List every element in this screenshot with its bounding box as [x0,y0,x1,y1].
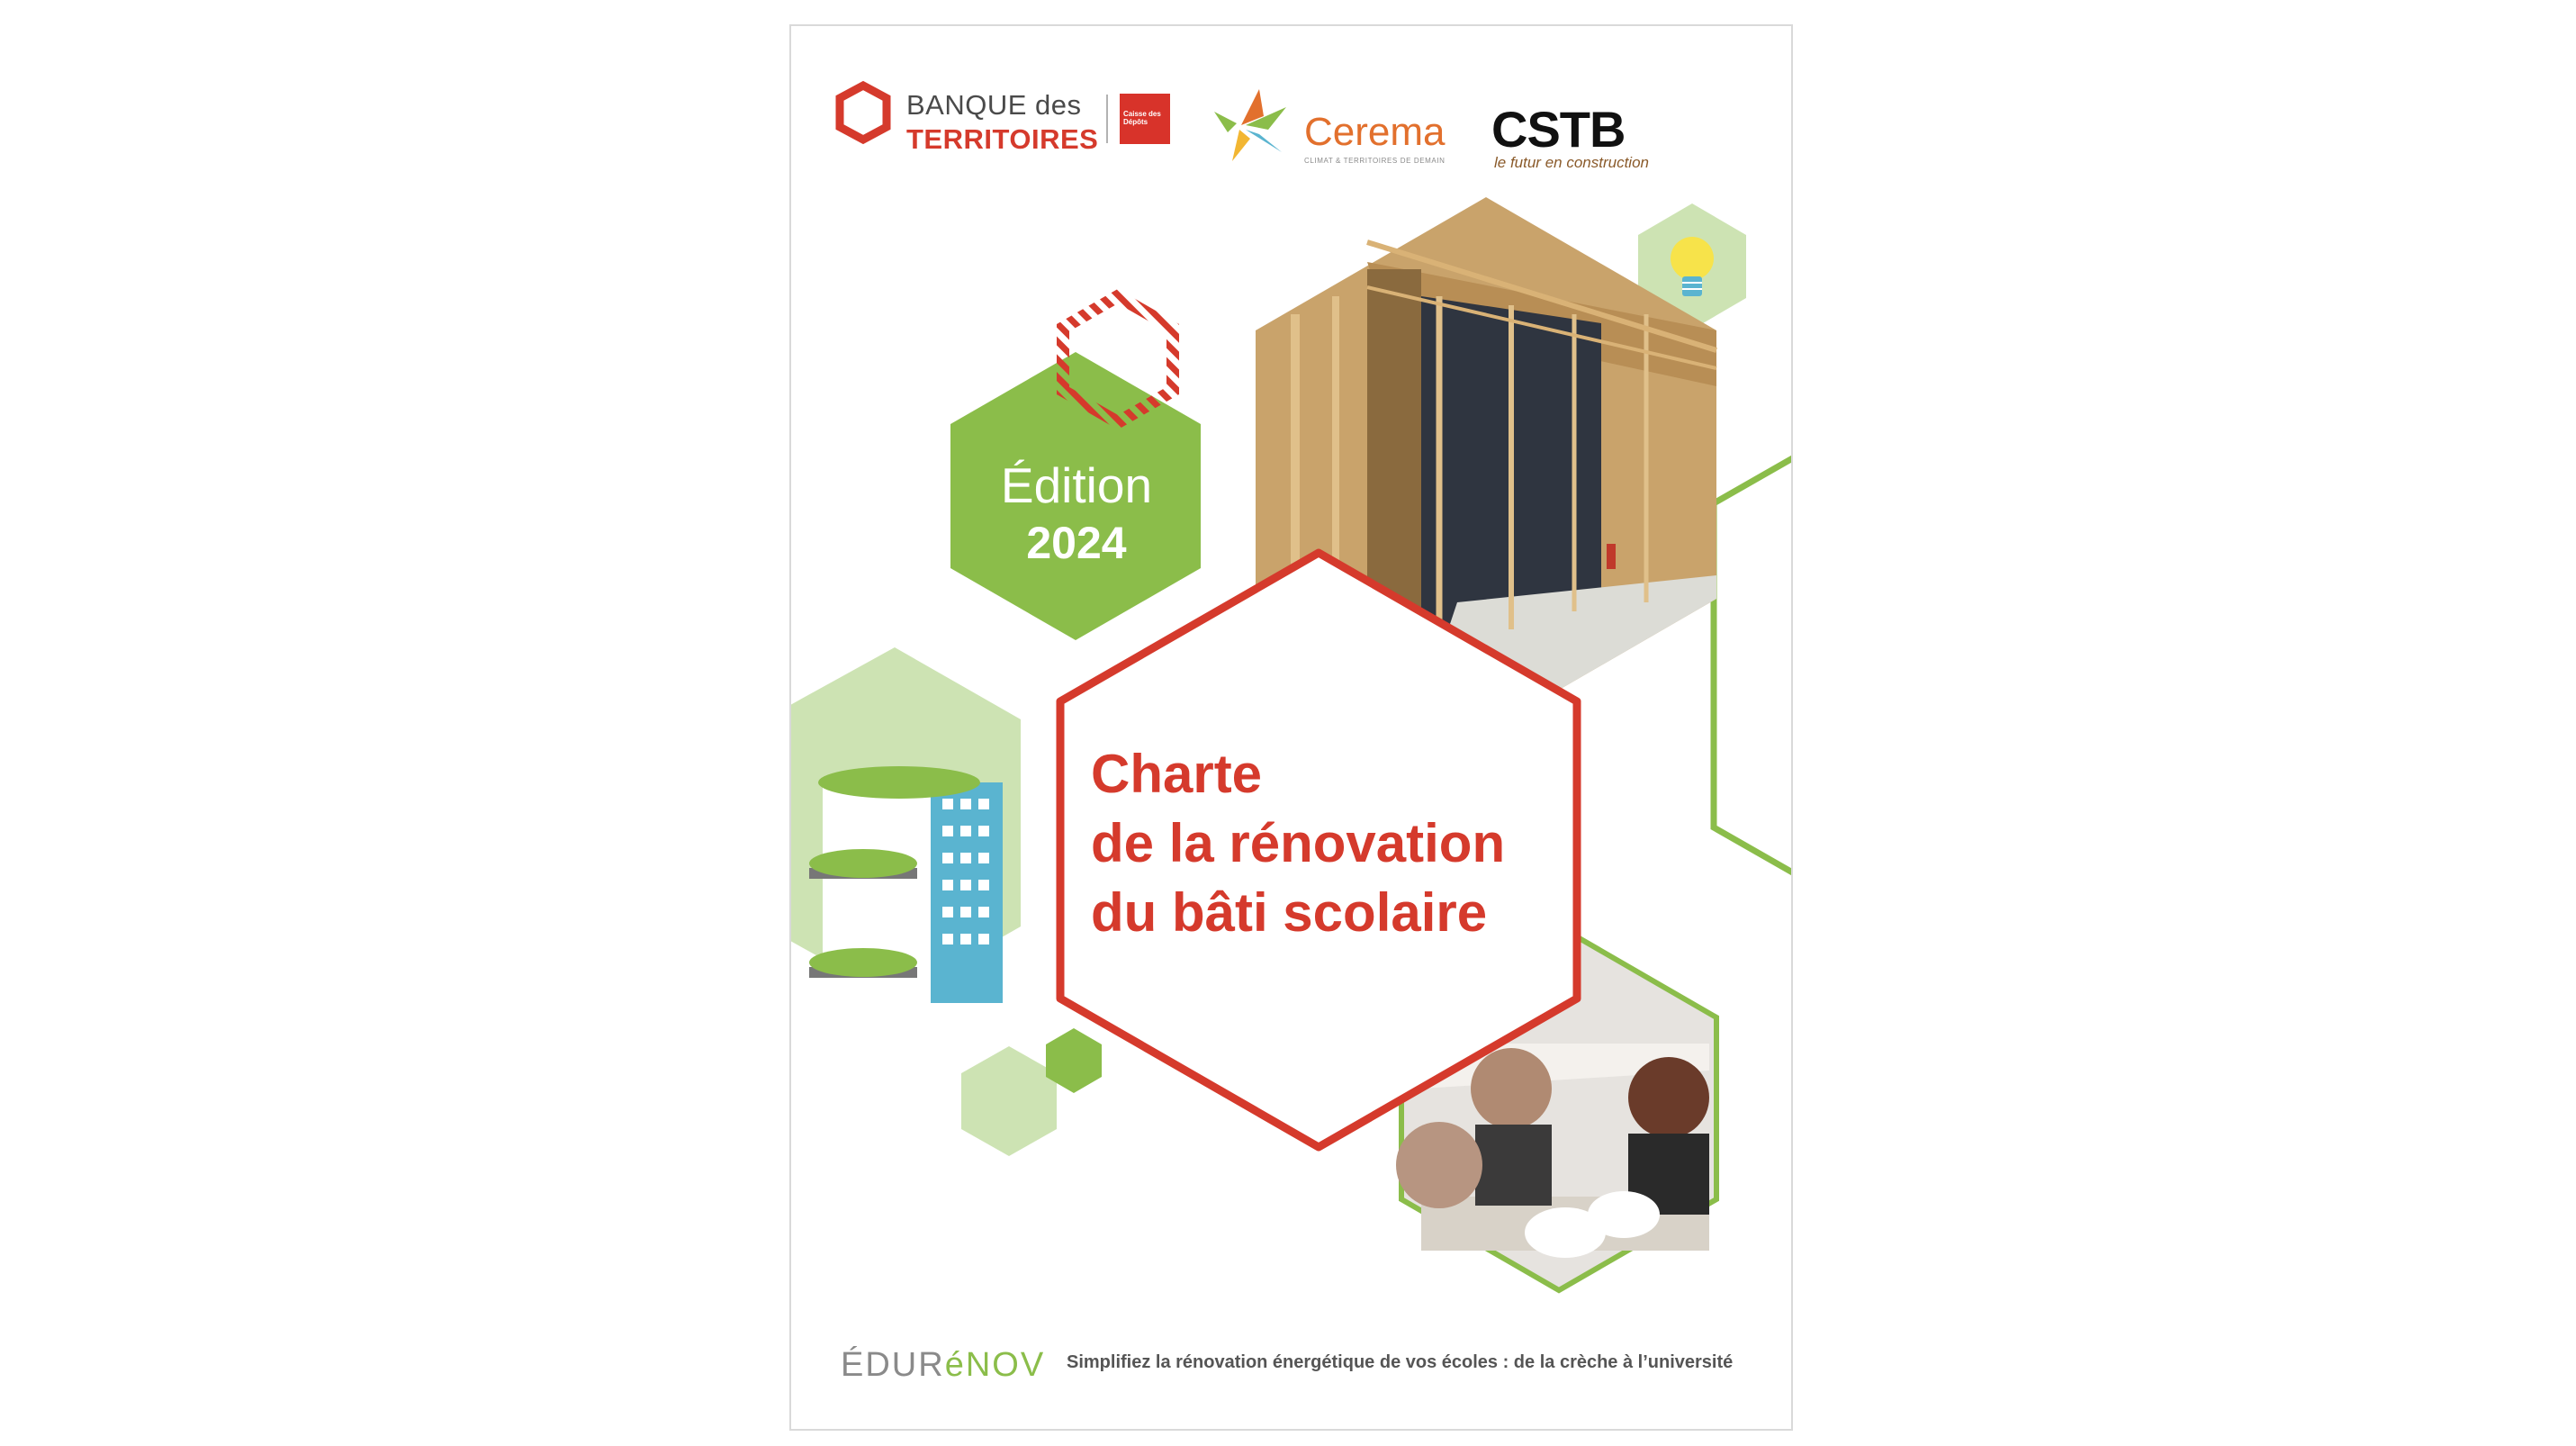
cstb-name: CSTB [1491,101,1626,158]
edition-year: 2024 [1026,518,1127,568]
edition-label: Édition [1000,457,1153,513]
building-icon [809,766,1003,1008]
cover-page [789,24,1793,1431]
document-title: Charte de la rénovation du bâti scolaire [1091,744,1506,943]
caisse-logo: Caisse des Dépôts [1120,94,1170,144]
banque-line2: TERRITOIRES [906,123,1099,155]
footer-tagline: Simplifiez la rénovation énergétique de vos écoles : de la crèche à l’université [1067,1352,1734,1372]
banque-line1: BANQUE des [906,89,1082,121]
cerema-name: Cerema [1304,110,1446,154]
edurenov-logo [841,1346,1045,1385]
edurenov-part1: ÉDUR [841,1346,945,1384]
cover-artwork [791,26,1793,1431]
edurenov-part2: é [944,1346,966,1384]
hexagon-logo-icon [840,86,887,140]
edurenov-part3: NOV [965,1346,1046,1384]
cstb-tagline: le futur en construction [1494,154,1649,171]
cerema-star-icon [1214,89,1286,161]
cerema-tagline: CLIMAT & TERRITOIRES DE DEMAIN [1304,157,1446,165]
